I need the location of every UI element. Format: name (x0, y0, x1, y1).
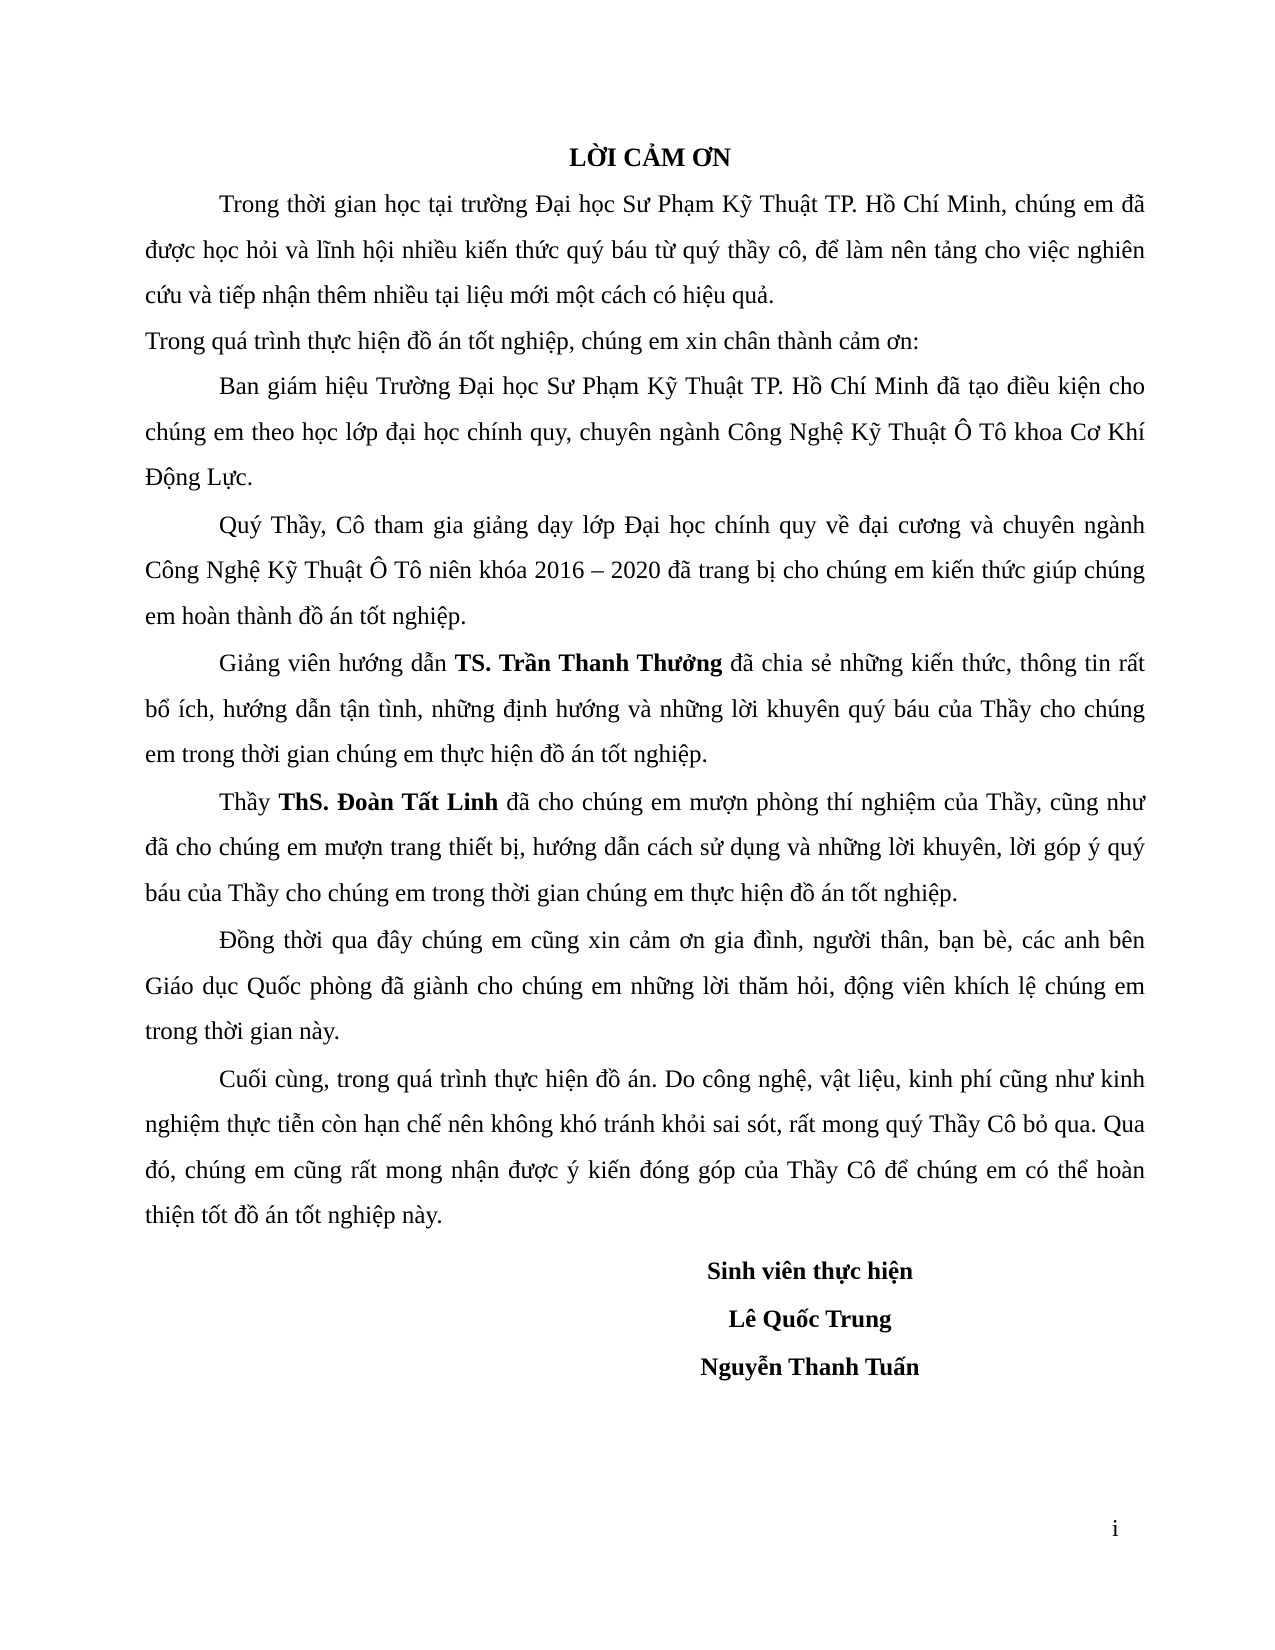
document-page (145, 140, 1145, 1239)
paragraph-thanks-lead: Trong quá trình thực hiện đồ án tốt nghiệp, chúng em xin chân thành cảm ơn: (145, 327, 920, 355)
signature-role: Sinh viên thực hiện (706, 1258, 914, 1285)
signature-name-2: Nguyễn Thanh Tuấn (700, 1354, 920, 1381)
paragraph-lab (145, 780, 1145, 917)
paragraph-advisor-after: đã chia sẻ những kiến thức, thông tin rất bổ ích, hướng dẫn tận tình, những định hướng và những lời khuyên quý báu của Thầy cho chúng em trong thời gian chúng em thực hiện đồ án tốt nghiệp. (145, 650, 1145, 768)
page-title: LỜI CẢM ƠN (569, 143, 731, 172)
paragraph-closing: Cuối cùng, trong quá trình thực hiện đồ án. Do công nghệ, vật liệu, kinh phí cũng như kinh nghiệm thực tiễn còn hạn chế nên không khó tránh khỏi sai sót, rất mong quý Thầy Cô bỏ qua. Qua đó, chúng em cũng rất mong nhận được ý kiến đóng góp của Thầy Cô để chúng em có thể hoàn thiện tốt đồ án tốt nghiệp này. (145, 1065, 1145, 1229)
lab-teacher-name: ThS. Đoàn Tất Linh (278, 788, 499, 816)
paragraph-family: Đồng thời qua đây chúng em cũng xin cảm ơn gia đình, người thân, bạn bè, các anh bên Giáo dục Quốc phòng đã giành cho chúng em những lời thăm hỏi, động viên khích lệ chúng em trong thời gian này. (145, 927, 1145, 1045)
signature-block (680, 1248, 940, 1392)
paragraph-intro: Trong thời gian học tại trường Đại học Sư Phạm Kỹ Thuật TP. Hồ Chí Minh, chúng em đã được học hỏi và lĩnh hội nhiều kiến thức quý báu từ quý thầy cô, để làm nên tảng cho việc nghiên cứu và tiếp nhận thêm nhiều tại liệu mới một cách có hiệu quả. (145, 191, 1145, 309)
paragraph-advisor (145, 641, 1145, 778)
page-number: i (1112, 1516, 1119, 1542)
paragraph-lab-after: đã cho chúng em mượn phòng thí nghiệm của Thầy, cũng như đã cho chúng em mượn trang thiết bị, hướng dẫn cách sử dụng và những lời khuyên, lời góp ý quý báu của Thầy cho chúng em trong thời gian chúng em thực hiện đồ án tốt nghiệp. (145, 788, 1146, 907)
signature-name-1: Lê Quốc Trung (728, 1306, 892, 1333)
advisor-name: TS. Trần Thanh Thưởng (454, 650, 723, 677)
paragraph-teachers: Quý Thầy, Cô tham gia giảng dạy lớp Đại học chính quy về đại cương và chuyên ngành Công Nghệ Kỹ Thuật Ô Tô niên khóa 2016 – 2020 đã trang bị cho chúng em kiến thức giúp chúng em hoàn thành đồ án tốt nghiệp. (145, 511, 1145, 630)
paragraph-lab-before: Thầy (219, 788, 279, 816)
paragraph-board: Ban giám hiệu Trường Đại học Sư Phạm Kỹ Thuật TP. Hồ Chí Minh đã tạo điều kiện cho chúng em theo học lớp đại học chính quy, chuyên ngành Công Nghệ Kỹ Thuật Ô Tô khoa Cơ Khí Động Lực. (145, 373, 1145, 491)
paragraph-advisor-before: Giảng viên hướng dẫn (219, 650, 455, 677)
